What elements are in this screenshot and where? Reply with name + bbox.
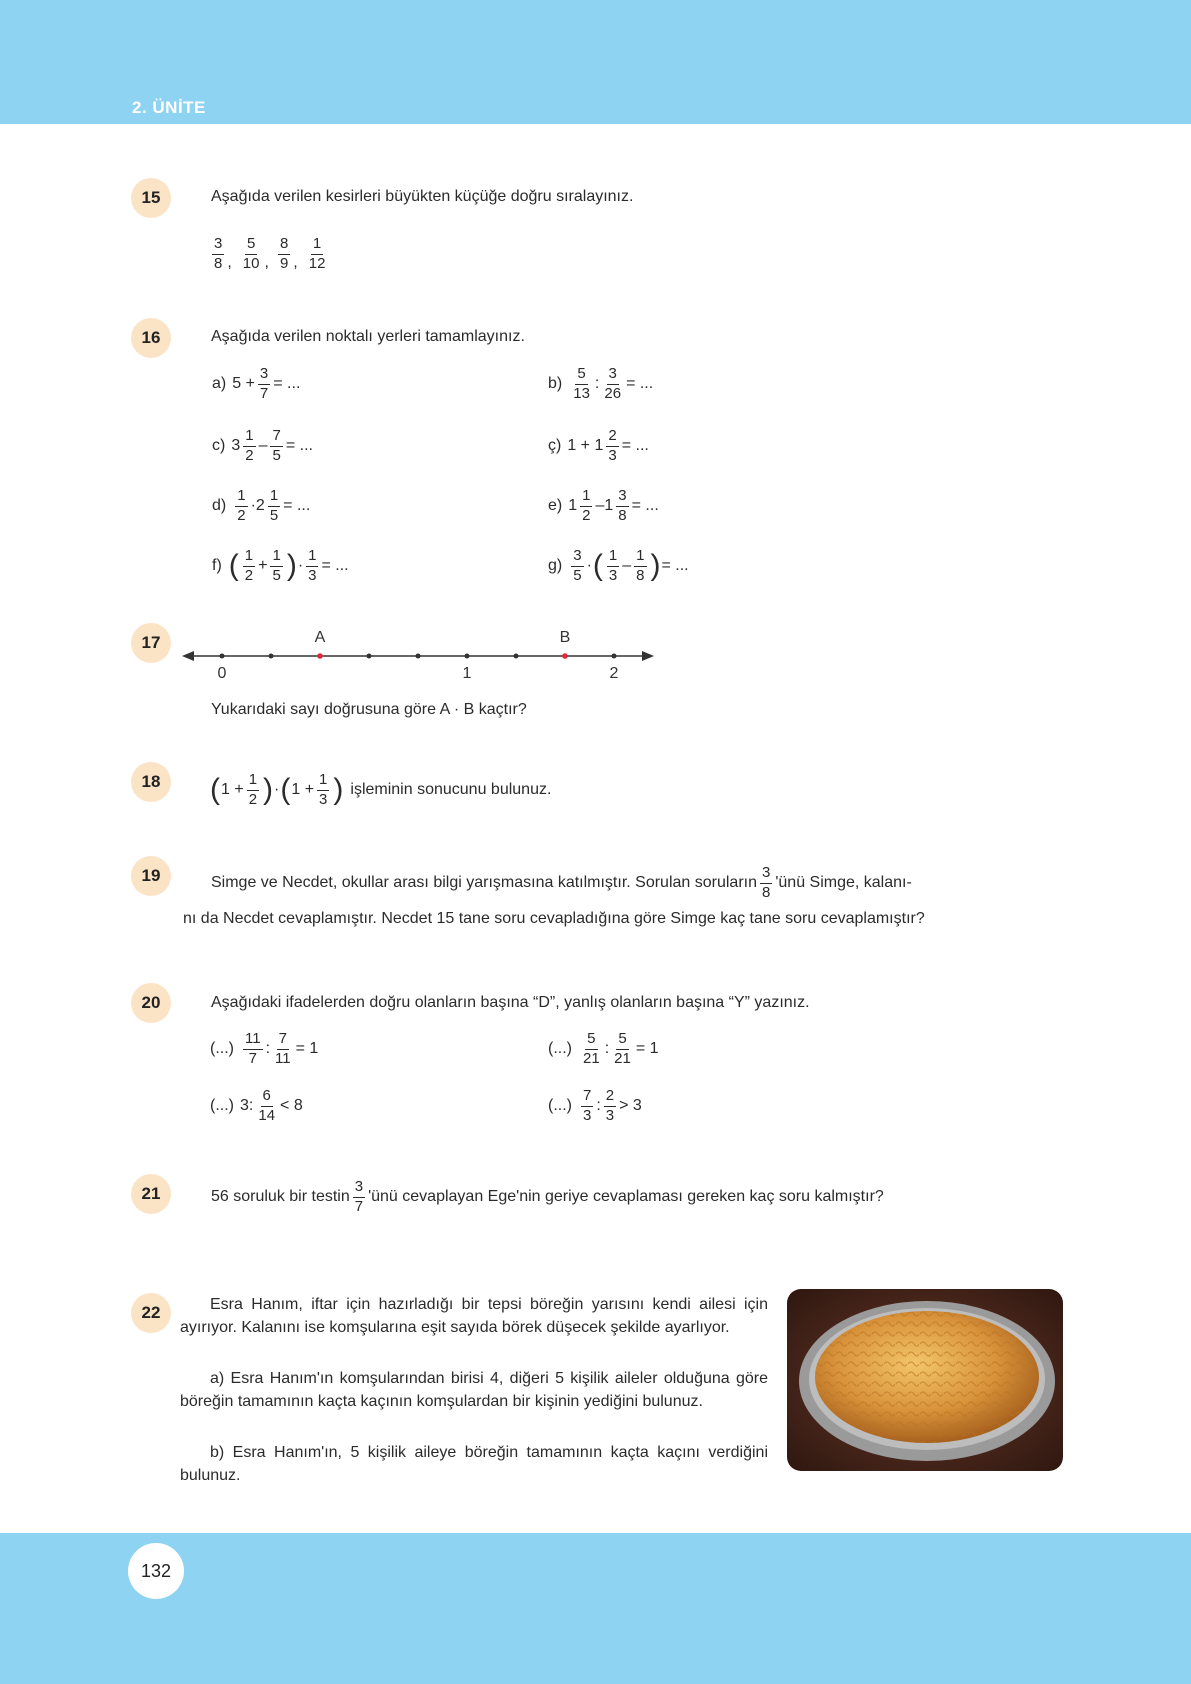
q20-statement-1: (...) $\frac{11}{7}$ : $\frac{7}{11}$ = 1 [210,1030,319,1067]
tick-dot [465,654,470,659]
q22-paragraph-2: a) Esra Hanım'ın komşularından birisi 4, diğeri 5 kişilik aileler olduğuna göre böreğin tamamının kaçta kaçının komşulardan bir kişinin yediğini bulunuz. [180,1370,768,1410]
question-number-21: 21 [131,1174,171,1214]
q22-paragraph-1: Esra Hanım, iftar için hazırladığı bir tepsi böreğin yarısını kendi ailesi için ayırıyor. Kalanını ise komşularına eşit sayıda börek düşecek şekilde ayarlıyor. [180,1296,768,1336]
question-number-18: 18 [131,762,171,802]
q16-item-f: f) ( $\frac{1}{2}$ + $\frac{1}{5}$ ) · $\frac{1}{3}$ = ... [212,547,349,584]
q20-prompt: Aşağıdaki ifadelerden doğru olanların başına “D”, yanlış olanların başına “Y” yazınız. [211,994,810,1011]
borek-tray-photo [787,1289,1063,1471]
right-arrow-icon [642,651,654,661]
q19-line-1: Simge ve Necdet, okullar arası bilgi yarışmasına katılmıştır. Sorulan soruların $\frac{3}{8}$ 'ünü Simge, kalanı- [211,864,912,901]
unit-title: 2. ÜNİTE [132,98,206,117]
q15-fraction-2: $\frac{5}{10}$ [242,235,260,272]
tick-dot [612,654,617,659]
q15-fraction-1: $\frac{3}{8}$ [214,235,223,272]
point-b-dot [562,653,568,659]
question-number-20: 20 [131,983,171,1023]
q16-item-a: a) 5 + $\frac{3}{7}$ = ... [212,365,301,402]
tick-label-0: 0 [217,665,227,680]
q20-statement-2: (...) $\frac{5}{21}$ : $\frac{5}{21}$ = 1 [548,1030,659,1067]
q20-statement-4: (...) $\frac{7}{3}$ : $\frac{2}{3}$ > 3 [548,1087,642,1124]
number-line [180,620,660,680]
tick-label-2: 2 [609,665,619,680]
borek-crust-texture [815,1311,1039,1443]
point-b-label: B [559,629,571,646]
tick-dot [269,654,274,659]
q16-item-cc: ç) 1 + 1 $\frac{2}{3}$ = ... [548,427,649,464]
question-number-22: 22 [131,1293,171,1333]
q16-item-d: d) $\frac{1}{2}$ · 2 $\frac{1}{5}$ = ... [212,487,311,524]
point-a-dot [317,653,323,659]
left-arrow-icon [182,651,194,661]
q16-prompt: Aşağıda verilen noktalı yerleri tamamlayınız. [211,328,525,345]
q18-expression: ( 1 + $\frac{1}{2}$ ) · ( 1 + $\frac{1}{3}$ ) işleminin sonucunu bulunuz. [210,771,552,808]
tick-label-1: 1 [462,665,472,680]
tick-dot [367,654,372,659]
q16-item-b: b) $\frac{5}{13}$ : $\frac{3}{26}$ = ... [548,365,654,402]
q17-question: Yukarıdaki sayı doğrusuna göre A · B kaçtır? [211,701,527,718]
question-number-15: 15 [131,178,171,218]
tick-dot [514,654,519,659]
q15-fraction-4: $\frac{1}{12}$ [308,235,326,272]
q15-fraction-list: $\frac{3}{8}$ , $\frac{5}{10}$ , $\frac{8}{9}$ , $\frac{1}{12}$ [214,235,326,272]
question-number-19: 19 [131,856,171,896]
q22-paragraph-3: b) Esra Hanım'ın, 5 kişilik aileye böreğin tamamının kaçta kaçını verdiğini bulunuz. [180,1444,768,1484]
q20-statement-3: (...) 3 : $\frac{6}{14}$ < 8 [210,1087,303,1124]
tick-dot [416,654,421,659]
q16-item-g: g) $\frac{3}{5}$ · ( $\frac{1}{3}$ – $\frac{1}{8}$ ) = ... [548,547,689,584]
question-number-16: 16 [131,318,171,358]
point-a-label: A [314,629,326,646]
q16-item-e: e) 1 $\frac{1}{2}$ – 1 $\frac{3}{8}$ = ... [548,487,659,524]
q21-question: 56 soruluk bir testin $\frac{3}{7}$ 'ünü cevaplayan Ege'nin geriye cevaplaması gereken kaç soru kalmıştır? [211,1178,884,1215]
q15-fraction-3: $\frac{8}{9}$ [279,235,289,272]
question-number-17: 17 [131,623,171,663]
q19-line-2: nı da Necdet cevaplamıştır. Necdet 15 tane soru cevapladığına göre Simge kaç tane soru cevaplamıştır? [183,910,925,927]
tick-dot [220,654,225,659]
q16-item-c: c) 3 $\frac{1}{2}$ – $\frac{7}{5}$ = ... [212,427,313,464]
page-number: 132 [128,1543,184,1599]
q15-prompt: Aşağıda verilen kesirleri büyükten küçüğe doğru sıralayınız. [211,188,634,205]
